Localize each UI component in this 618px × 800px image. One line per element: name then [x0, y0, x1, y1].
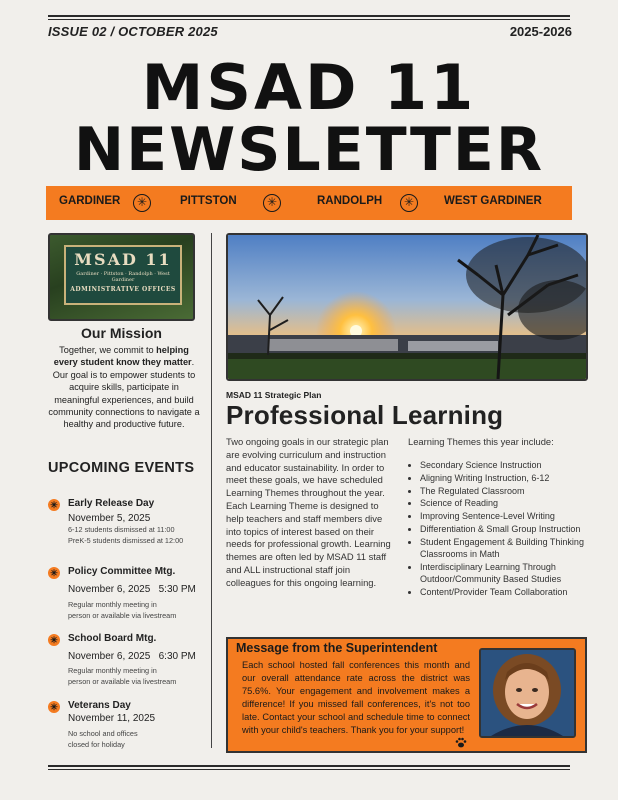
- asterisk-icon: ✳: [48, 634, 60, 646]
- themes-list: [420, 459, 590, 599]
- event-date: November 6, 2025 5:30 PM: [68, 584, 196, 595]
- town-randolph: RANDOLPH: [317, 195, 383, 207]
- superintendent-message: Each school hosted fall conferences this month and our overall attendance rate across the district was 75.6%. Your engagement and involvement makes a difference! If you missed fall conferences, it's not too late. Contact your school and schedule time to connect with your child's teachers. Thank you for your support!: [242, 660, 470, 735]
- event-title: Veterans Day: [68, 700, 131, 711]
- top-rule-1: [48, 15, 570, 17]
- article-kicker: MSAD 11 Strategic Plan: [226, 390, 322, 400]
- list-item: • Differentiation & Small Group Instruction: [420, 523, 590, 535]
- event-note: No school and offices closed for holiday: [68, 729, 138, 749]
- article-body: Two ongoing goals in our strategic plan are evolving curriculum and instruction and educator sustainability. In order to meet these goals, we have scheduled Learning Themes throughout the year. Each Learning Theme is designed to help teachers and staff members dive into topics of interest based on their needs for professional growth. Learning themes are often led by MSAD 11 staff and ALL instructional staff join colleagues for this ongoing learning.: [226, 436, 391, 588]
- town-gardiner: GARDINER: [59, 195, 121, 207]
- mission-heading: Our Mission: [81, 325, 162, 341]
- superintendent-box: [226, 637, 587, 753]
- bottom-rule-1: [48, 765, 570, 767]
- asterisk-icon: ✳: [48, 701, 60, 713]
- list-item: • Student Engagement & Building Thinking Classrooms in Math: [420, 536, 590, 561]
- sunset-photo: [226, 233, 588, 381]
- list-item: • Secondary Science Instruction: [420, 459, 590, 471]
- town-west-gardiner: WEST GARDINER: [444, 195, 542, 207]
- portrait-illustration: [481, 650, 574, 736]
- event-title: School Board Mtg.: [68, 633, 157, 644]
- column-divider: [211, 233, 212, 748]
- administrative-offices-photo: [48, 233, 195, 321]
- asterisk-icon: ✳: [400, 194, 418, 212]
- asterisk-icon: ✳: [48, 567, 60, 579]
- asterisk-icon: ✳: [48, 499, 60, 511]
- event-note: Regular monthly meeting in person or available via livestream: [68, 666, 177, 686]
- article-heading: Professional Learning: [226, 400, 504, 430]
- town-pittston: PITTSTON: [180, 195, 237, 207]
- event-date: November 11, 2025: [68, 713, 156, 724]
- bottom-rule-2: [48, 769, 570, 770]
- paw-icon: [455, 737, 467, 751]
- paw-icon-shape: [455, 737, 467, 748]
- asterisk-icon: ✳: [133, 194, 151, 212]
- asterisk-icon: ✳: [263, 194, 281, 212]
- masthead-line-2: NEWSLETTER: [73, 115, 545, 185]
- event-title: Policy Committee Mtg.: [68, 566, 176, 577]
- sunset-illustration: [228, 235, 586, 379]
- superintendent-portrait: [479, 648, 576, 738]
- event-note: Regular monthly meeting in person or available via livestream: [68, 600, 177, 620]
- list-item: • Interdisciplinary Learning Through Outdoor/Community Based Studies: [420, 561, 590, 586]
- event-date: November 6, 2025 6:30 PM: [68, 651, 196, 662]
- superintendent-heading: Message from the Superintendent: [236, 641, 438, 655]
- event-note: 6-12 students dismissed at 11:00 PreK-5 students dismissed at 12:00: [68, 525, 184, 545]
- event-title: Early Release Day: [68, 498, 155, 509]
- event-date: November 5, 2025: [68, 513, 151, 524]
- list-item: • The Regulated Classroom: [420, 485, 590, 497]
- list-item: • Content/Provider Team Collaboration: [420, 586, 590, 598]
- events-heading: UPCOMING EVENTS: [48, 460, 195, 476]
- masthead-line-1: MSAD 11: [141, 51, 477, 124]
- mission-text: Together, we commit to helping every student know they matter. Our goal is to empower students to acquire skills, participate in meaningful experiences, and build community connections to navigate a healthy and productive future.: [48, 345, 200, 430]
- towns-bar: [46, 186, 572, 220]
- list-item: • Science of Reading: [420, 497, 590, 509]
- issue-label: ISSUE 02 / OCTOBER 2025: [48, 24, 218, 39]
- themes-intro: Learning Themes this year include:: [408, 436, 554, 447]
- sign-board: MSAD 11 Gardiner · Pittston · Randolph · West Gardiner ADMINISTRATIVE OFFICES: [64, 245, 182, 305]
- top-rule-2: [48, 19, 570, 20]
- list-item: • Aligning Writing Instruction, 6-12: [420, 472, 590, 484]
- school-year: 2025-2026: [509, 24, 572, 39]
- list-item: • Improving Sentence-Level Writing: [420, 510, 590, 522]
